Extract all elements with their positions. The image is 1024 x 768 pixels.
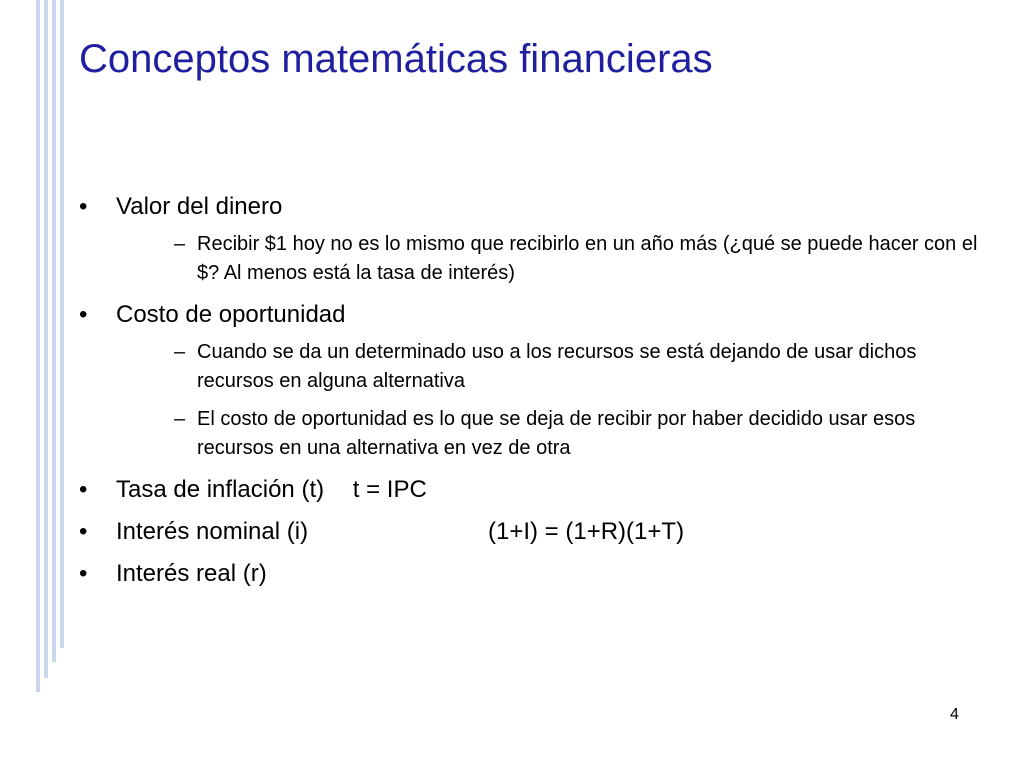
bullet-text: Interés nominal (i) <box>116 518 309 545</box>
dash-marker: – <box>174 233 186 255</box>
bullet-marker: • <box>79 193 88 220</box>
bullet-item <box>79 516 969 547</box>
bullet-text: Valor del dinero <box>116 193 283 220</box>
bullet-item <box>79 299 969 463</box>
bullet-item <box>79 558 969 589</box>
bullet-marker: • <box>79 560 88 587</box>
decorative-line <box>52 0 56 662</box>
sub-item-text: Cuando se da un determinado uso a los recursos se está dejando de usar dichos recursos en alguna alternativa <box>197 341 917 392</box>
sub-item <box>116 405 969 463</box>
page-number: 4 <box>950 706 959 723</box>
decorative-line <box>36 0 40 692</box>
bullet-marker: • <box>79 301 88 328</box>
sub-list <box>116 230 978 288</box>
slide-content <box>79 191 978 600</box>
bullet-item <box>79 474 969 505</box>
bullet-text: Costo de oportunidad <box>116 301 346 328</box>
fisher-formula: (1+I) = (1+R)(1+T) <box>488 518 685 545</box>
inflation-formula: t = IPC <box>352 476 427 503</box>
bullet-text: Interés real (r) <box>116 560 267 587</box>
bullet-item <box>79 191 978 288</box>
dash-marker: – <box>174 408 186 430</box>
bullet-text: Tasa de inflación (t) <box>116 476 325 503</box>
sub-item <box>116 230 1024 288</box>
dash-marker: – <box>174 341 186 363</box>
sub-item-text: El costo de oportunidad es lo que se deja de recibir por haber decidido usar esos recursos en una alternativa en vez de otra <box>197 408 916 459</box>
decorative-line <box>60 0 64 648</box>
sub-item-text: Recibir $1 hoy no es lo mismo que recibirlo en un año más (¿qué se puede hacer con el $? Al menos está la tasa de interés) <box>197 233 978 284</box>
slide-title: Conceptos matemáticas financieras <box>79 37 713 81</box>
bullet-marker: • <box>79 518 88 545</box>
decorative-line <box>44 0 48 678</box>
bullet-marker: • <box>79 476 88 503</box>
sub-item <box>116 338 969 396</box>
sub-list <box>116 338 969 463</box>
